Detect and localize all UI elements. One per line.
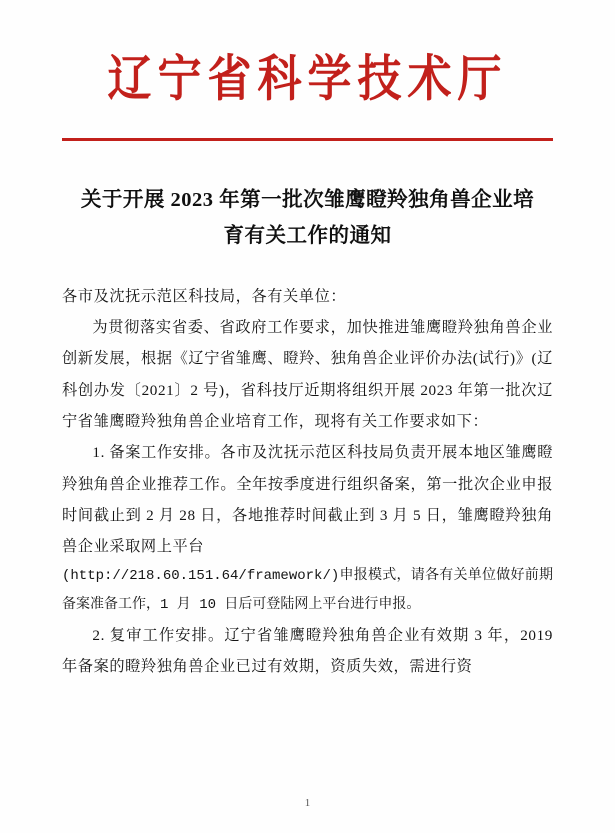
issuing-organization: 辽宁省科学技术厅 bbox=[107, 51, 508, 107]
letterhead-rule-line bbox=[62, 138, 553, 141]
letterhead bbox=[62, 0, 553, 141]
document-body bbox=[62, 281, 553, 683]
paragraph-1: 为贯彻落实省委、省政府工作要求，加快推进雏鹰瞪羚独角兽企业创新发展，根据《辽宁省雏鹰、瞪羚、独角兽企业评价办法(试行)》(辽科创办发〔2021〕2 号)，省科技厅近期将组织开展 2023 年第一批次辽宁省雏鹰瞪羚独角兽企业培育工作，现将有关工作要求如下： bbox=[62, 318, 553, 430]
paragraph-4: 2. 复审工作安排。辽宁省雏鹰瞪羚独角兽企业有效期 3 年，2019 年备案的瞪羚独角兽企业已过有效期，资质失效，需进行资 bbox=[62, 627, 553, 676]
letterhead-rule bbox=[62, 138, 553, 141]
salutation: 各市及沈抚示范区科技局，各有关单位： bbox=[62, 287, 347, 305]
paragraph-3-url: (http://218.60.151.64/framework/)申报模式，请各有关单位做好前期备案准备工作，1 月 10 日后可登陆网上平台进行申报。 bbox=[62, 568, 553, 614]
document-title: 关于开展 2023 年第一批次雏鹰瞪羚独角兽企业培育有关工作的通知 bbox=[80, 188, 535, 247]
paragraph-2: 1. 备案工作安排。各市及沈抚示范区科技局负责开展本地区雏鹰瞪羚独角兽企业推荐工作。全年按季度进行组织备案，第一批次企业申报时间截止到 2 月 28 日，各地推荐时间截止到 3 月 5 日，雏鹰瞪羚独角兽企业采取网上平台 bbox=[62, 444, 553, 556]
page-number: 1 bbox=[304, 797, 311, 809]
